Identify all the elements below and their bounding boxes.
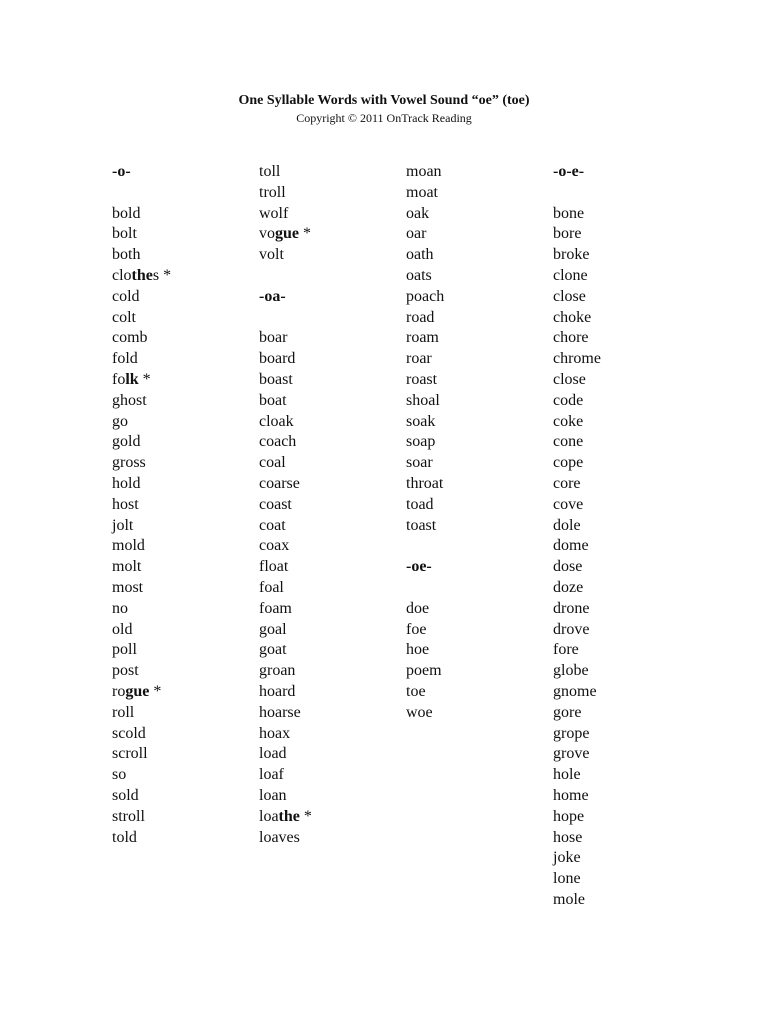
word-item: grope — [553, 724, 590, 742]
word-item — [259, 807, 312, 828]
word-item: hoe — [406, 641, 430, 659]
word-part: * — [299, 225, 311, 243]
word-item: go — [112, 412, 128, 430]
highlighted-letters: gue — [275, 225, 299, 243]
word-item: chrome — [553, 350, 601, 368]
word-item — [112, 682, 171, 703]
word-part: ro — [112, 682, 126, 700]
highlighted-letters: the — [278, 807, 300, 825]
word-item: boat — [259, 391, 287, 409]
word-item: float — [259, 558, 289, 576]
word-item: joke — [553, 849, 581, 867]
spelling-pattern-heading: -oa- — [259, 287, 286, 305]
word-item: dose — [553, 558, 583, 576]
word-item: gold — [112, 433, 141, 451]
blank-line — [406, 536, 444, 557]
word-item: toad — [406, 495, 434, 513]
word-item: cloak — [259, 412, 294, 430]
word-item: load — [259, 745, 287, 763]
word-item: roam — [406, 329, 439, 347]
word-item: poll — [112, 641, 137, 659]
word-item: comb — [112, 329, 148, 347]
word-item: troll — [259, 183, 286, 201]
word-item: gnome — [553, 682, 597, 700]
word-item: shoal — [406, 391, 440, 409]
word-item: boar — [259, 329, 288, 347]
word-item: moan — [406, 163, 442, 180]
word-item: gore — [553, 703, 582, 721]
word-item: molt — [112, 558, 142, 576]
word-item: soak — [406, 412, 436, 430]
word-item: loaves — [259, 828, 300, 846]
copyright-notice: Copyright © 2011 OnTrack Reading — [296, 111, 472, 125]
highlighted-letters: the — [131, 266, 153, 284]
word-item: coat — [259, 516, 286, 534]
word-item: scold — [112, 724, 146, 742]
word-column-3 — [406, 162, 444, 724]
spelling-pattern-heading: -oe- — [406, 558, 432, 576]
word-item: core — [553, 474, 581, 492]
word-item: coal — [259, 454, 286, 472]
word-item — [112, 266, 171, 287]
word-item: soap — [406, 433, 436, 451]
word-item: doe — [406, 599, 430, 617]
page-title: One Syllable Words with Vowel Sound “oe” (toe) — [238, 93, 530, 108]
word-item: oath — [406, 246, 434, 264]
word-part: s * — [152, 266, 172, 284]
word-item: cove — [553, 495, 584, 513]
word-part: loa — [259, 807, 279, 825]
word-item: told — [112, 828, 137, 846]
word-item: hole — [553, 766, 581, 784]
word-item: home — [553, 786, 589, 804]
word-item: volt — [259, 246, 284, 264]
word-item: poem — [406, 662, 442, 680]
word-column-4 — [553, 162, 601, 911]
blank-line — [259, 266, 312, 287]
word-item: sold — [112, 786, 139, 804]
word-item: foam — [259, 599, 292, 617]
word-item: drove — [553, 620, 590, 638]
word-item: post — [112, 662, 139, 680]
word-item: bore — [553, 225, 582, 243]
word-part: fo — [112, 370, 126, 388]
word-item: oak — [406, 204, 430, 222]
word-item: so — [112, 766, 127, 784]
word-part: vo — [259, 225, 275, 243]
word-item: goal — [259, 620, 287, 638]
word-item: host — [112, 495, 139, 513]
word-item — [259, 224, 312, 245]
word-item: chore — [553, 329, 589, 347]
word-item: clone — [553, 266, 588, 284]
word-item: foe — [406, 620, 427, 638]
word-item: loan — [259, 786, 287, 804]
word-item: woe — [406, 703, 433, 721]
word-item: cope — [553, 454, 584, 472]
word-item: hoax — [259, 724, 291, 742]
word-item: dome — [553, 537, 589, 555]
word-item: coarse — [259, 474, 300, 492]
word-item: cold — [112, 287, 140, 305]
word-part: clo — [112, 266, 132, 284]
word-item: colt — [112, 308, 136, 326]
word-item: hope — [553, 807, 585, 825]
word-item: groan — [259, 662, 296, 680]
word-item: goat — [259, 641, 287, 659]
word-item: poach — [406, 287, 445, 305]
blank-line — [259, 308, 312, 329]
word-column-2 — [259, 162, 312, 848]
word-item: hoard — [259, 682, 296, 700]
word-item: road — [406, 308, 435, 326]
word-item: code — [553, 391, 584, 409]
spelling-pattern-heading: -o- — [112, 163, 131, 180]
word-item: ghost — [112, 391, 147, 409]
word-part: * — [299, 807, 312, 825]
word-item — [112, 370, 171, 391]
word-item: globe — [553, 662, 589, 680]
word-item: scroll — [112, 745, 148, 763]
word-item: foal — [259, 578, 284, 596]
word-item: mole — [553, 890, 585, 908]
word-item: hold — [112, 474, 141, 492]
word-part: * — [138, 370, 151, 388]
word-item: gross — [112, 454, 146, 472]
word-item: no — [112, 599, 128, 617]
word-item: drone — [553, 599, 590, 617]
word-item: loaf — [259, 766, 284, 784]
word-item: bolt — [112, 225, 137, 243]
word-item: fold — [112, 350, 138, 368]
word-item: roast — [406, 370, 438, 388]
word-item: lone — [553, 870, 581, 888]
word-item: doze — [553, 578, 584, 596]
word-item: boast — [259, 370, 293, 388]
blank-line — [553, 183, 601, 204]
blank-line — [112, 183, 171, 204]
word-item: coax — [259, 537, 290, 555]
blank-line — [406, 578, 444, 599]
word-item: hoarse — [259, 703, 301, 721]
word-item: jolt — [112, 516, 134, 534]
highlighted-letters: lk — [125, 370, 139, 388]
word-item: most — [112, 578, 144, 596]
word-item: choke — [553, 308, 592, 326]
word-item: coast — [259, 495, 292, 513]
word-item: fore — [553, 641, 579, 659]
word-column-1 — [112, 162, 171, 848]
word-item: hose — [553, 828, 583, 846]
highlighted-letters: gue — [125, 682, 150, 700]
word-item: both — [112, 246, 141, 264]
word-item: moat — [406, 183, 438, 201]
spelling-pattern-heading: -o-e- — [553, 163, 585, 180]
word-item: old — [112, 620, 133, 638]
word-item: broke — [553, 246, 590, 264]
word-item: coke — [553, 412, 584, 430]
word-part: * — [149, 682, 162, 700]
word-item: grove — [553, 745, 590, 763]
word-item: roar — [406, 350, 432, 368]
word-item: board — [259, 350, 296, 368]
word-item: wolf — [259, 204, 289, 222]
word-item: close — [553, 287, 586, 305]
word-item: oats — [406, 266, 432, 284]
word-item: coach — [259, 433, 297, 451]
word-item: soar — [406, 454, 433, 472]
word-item: bone — [553, 204, 585, 222]
word-item: cone — [553, 433, 584, 451]
word-item: close — [553, 370, 586, 388]
word-item: toe — [406, 682, 426, 700]
word-item: dole — [553, 516, 581, 534]
word-item: bold — [112, 204, 141, 222]
word-item: throat — [406, 474, 444, 492]
word-item: toll — [259, 163, 281, 180]
word-item: roll — [112, 703, 135, 721]
word-item: oar — [406, 225, 427, 243]
word-item: stroll — [112, 807, 145, 825]
word-item: toast — [406, 516, 437, 534]
word-item: mold — [112, 537, 145, 555]
